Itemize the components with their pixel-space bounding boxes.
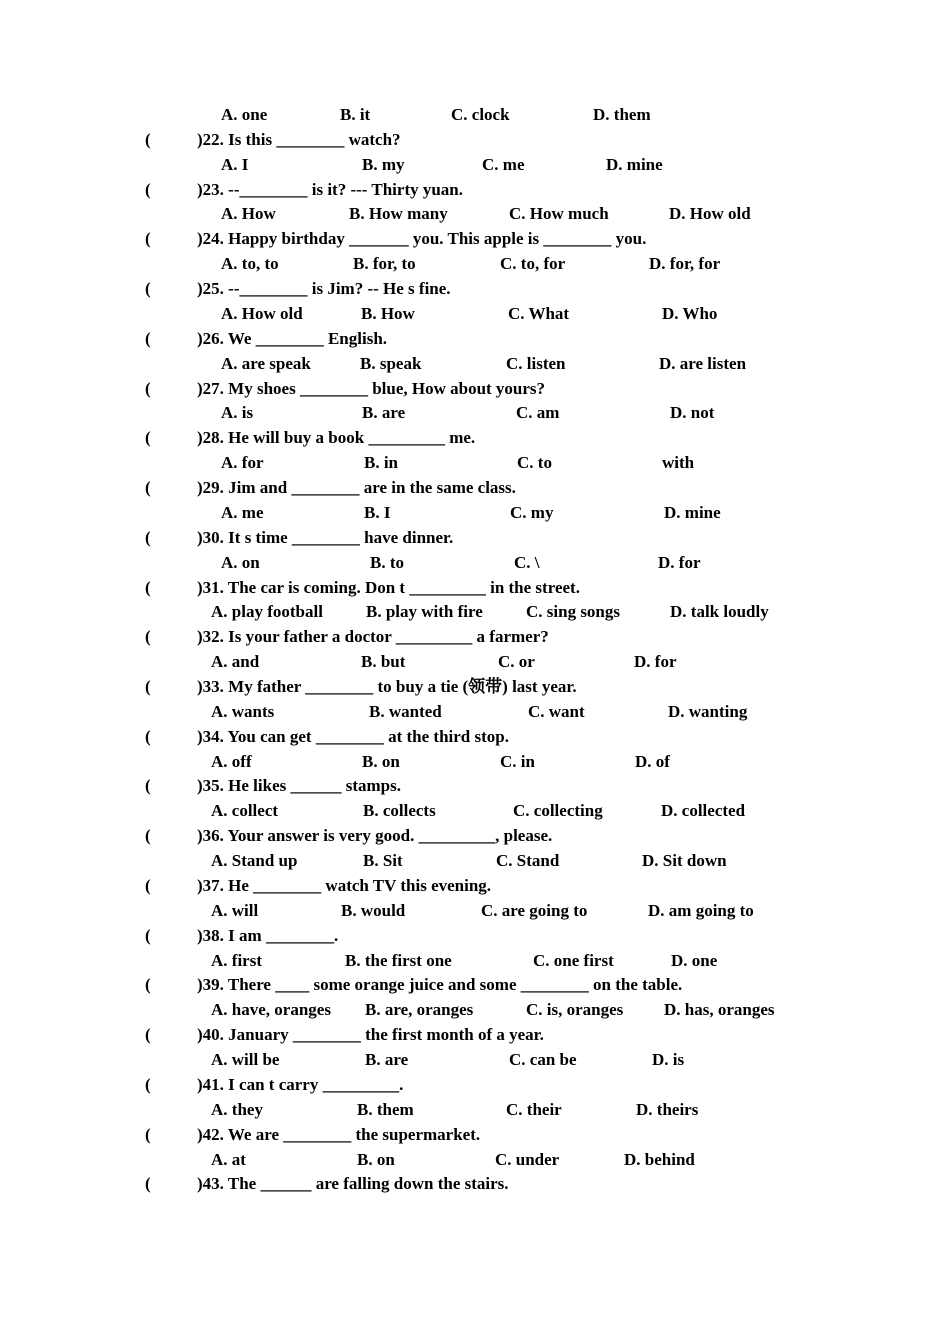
option: B. would	[341, 900, 406, 920]
options-row	[0, 152, 950, 177]
option: D. has, oranges	[664, 1000, 775, 1020]
option: D. for	[658, 552, 701, 572]
option: C. clock	[451, 105, 510, 124]
question-row	[0, 1171, 950, 1196]
question-row	[0, 525, 950, 550]
option: D. them	[593, 105, 651, 124]
question-row	[0, 226, 950, 251]
option: A. play football	[211, 602, 323, 622]
option: A. off	[211, 751, 252, 771]
answer-bracket: (	[145, 577, 151, 597]
question-row	[0, 823, 950, 848]
option: C. or	[498, 652, 535, 672]
option: A. wants	[211, 701, 275, 721]
option: C. collecting	[513, 801, 603, 821]
question-row	[0, 1072, 950, 1097]
options-row	[0, 351, 950, 376]
answer-bracket: (	[145, 279, 151, 299]
option: D. Sit down	[642, 851, 727, 871]
options-row	[0, 400, 950, 425]
option: C. sing songs	[526, 602, 621, 622]
option: B. in	[364, 453, 399, 473]
option: D. collected	[661, 801, 746, 821]
question-text: )27. My shoes ________ blue, How about yours?	[197, 378, 546, 398]
option: A. to, to	[221, 254, 279, 274]
option: B. I	[364, 502, 391, 522]
options-row	[0, 550, 950, 575]
option: D. am going to	[648, 900, 754, 920]
option: D. talk loudly	[670, 602, 769, 622]
options-row	[0, 450, 950, 475]
option: B. the first one	[345, 950, 452, 970]
options-row	[0, 500, 950, 525]
options-row	[0, 898, 950, 923]
question-row	[0, 475, 950, 500]
question-text: )30. It s time ________ have dinner.	[197, 527, 454, 547]
option: D. not	[670, 403, 715, 423]
option: D. Who	[662, 303, 718, 323]
options-row	[0, 649, 950, 674]
option: C. listen	[506, 353, 566, 373]
option: C. What	[508, 303, 570, 323]
answer-bracket: (	[145, 726, 151, 746]
question-text: )41. I can t carry _________.	[197, 1074, 404, 1094]
answer-bracket: (	[145, 1074, 151, 1094]
question-row	[0, 425, 950, 450]
answer-bracket: (	[145, 627, 151, 647]
option: D. How old	[669, 204, 751, 224]
option: A. for	[221, 453, 264, 473]
option: B. but	[361, 652, 406, 672]
question-text: )28. He will buy a book _________ me.	[197, 428, 476, 448]
answer-bracket: (	[145, 478, 151, 498]
question-text: )43. The ______ are falling down the stairs.	[197, 1174, 509, 1194]
option: A. is	[221, 403, 254, 423]
option: A. one	[221, 105, 268, 124]
answer-bracket: (	[145, 826, 151, 846]
option: C. my	[510, 502, 554, 522]
answer-bracket: (	[145, 1124, 151, 1144]
question-text: )25. --________ is Jim? -- He s fine.	[197, 279, 451, 299]
option: D. for, for	[649, 254, 721, 274]
options-row	[0, 1147, 950, 1172]
option: C. How much	[509, 204, 609, 224]
option: A. will be	[211, 1050, 280, 1070]
option: D. mine	[664, 502, 721, 522]
option: C. under	[495, 1149, 560, 1169]
options-row	[0, 201, 950, 226]
option: C. their	[506, 1099, 562, 1119]
options-row	[0, 948, 950, 973]
question-row	[0, 1022, 950, 1047]
options-row	[0, 699, 950, 724]
answer-bracket: (	[145, 527, 151, 547]
option: D. of	[635, 751, 670, 771]
option: A. are speak	[221, 353, 311, 373]
answer-bracket: (	[145, 925, 151, 945]
question-text: )37. He ________ watch TV this evening.	[197, 875, 492, 895]
option: B. on	[357, 1149, 395, 1169]
question-text: )39. There ____ some orange juice and some ________ on the table.	[197, 975, 683, 995]
option: B. speak	[360, 353, 422, 373]
option: C. me	[482, 154, 525, 174]
option: C. to, for	[500, 254, 566, 274]
option: B. are, oranges	[365, 1000, 474, 1020]
options-row	[0, 1097, 950, 1122]
option: A. they	[211, 1099, 263, 1119]
option: A. me	[221, 502, 264, 522]
option: D. theirs	[636, 1099, 699, 1119]
options-row	[0, 102, 950, 127]
option: B. to	[370, 552, 404, 572]
question-text: )38. I am ________.	[197, 925, 339, 945]
answer-bracket: (	[145, 179, 151, 199]
option: B. How	[361, 303, 415, 323]
option: C. in	[500, 751, 535, 771]
answer-bracket: (	[145, 229, 151, 249]
option: C. one first	[533, 950, 614, 970]
question-text: )24. Happy birthday _______ you. This apple is ________ you.	[197, 229, 647, 249]
question-text: )42. We are ________ the supermarket.	[197, 1124, 481, 1144]
option: A. collect	[211, 801, 279, 821]
option: D. for	[634, 652, 677, 672]
option: C. is, oranges	[526, 1000, 624, 1020]
question-text: )23. --________ is it? --- Thirty yuan.	[197, 179, 464, 199]
option: A. Stand up	[211, 851, 298, 871]
question-text: )36. Your answer is very good. _________, please.	[197, 826, 553, 846]
question-text: )26. We ________ English.	[197, 328, 388, 348]
question-row	[0, 773, 950, 798]
options-row	[0, 1047, 950, 1072]
option: B. Sit	[363, 851, 403, 871]
question-row	[0, 724, 950, 749]
question-row	[0, 923, 950, 948]
option: A. will	[211, 900, 259, 920]
question-text: )32. Is your father a doctor _________ a farmer?	[197, 627, 549, 647]
question-text: )31. The car is coming. Don t _________ in the street.	[197, 577, 580, 597]
answer-bracket: (	[145, 776, 151, 796]
option: D. one	[671, 950, 718, 970]
question-row	[0, 376, 950, 401]
option: D. is	[652, 1050, 685, 1070]
option: D. mine	[606, 154, 663, 174]
option: B. collects	[363, 801, 436, 821]
option: A. on	[221, 552, 260, 572]
question-row	[0, 127, 950, 152]
option: C. are going to	[481, 900, 588, 920]
question-text: )40. January ________ the first month of a year.	[197, 1025, 544, 1045]
options-row	[0, 599, 950, 624]
option: B. for, to	[353, 254, 416, 274]
question-row	[0, 624, 950, 649]
question-row	[0, 972, 950, 997]
question-text: )34. You can get ________ at the third stop.	[197, 726, 509, 746]
option: C. can be	[509, 1050, 577, 1070]
options-row	[0, 848, 950, 873]
option: C. am	[516, 403, 560, 423]
answer-bracket: (	[145, 129, 151, 149]
answer-bracket: (	[145, 875, 151, 895]
options-row	[0, 251, 950, 276]
option: D. behind	[624, 1149, 695, 1169]
option: B. it	[340, 105, 371, 124]
option: D. wanting	[668, 701, 748, 721]
option: B. on	[362, 751, 400, 771]
option: with	[662, 453, 695, 473]
option: B. play with fire	[366, 602, 483, 622]
option: B. are	[365, 1050, 409, 1070]
question-row	[0, 326, 950, 351]
option: A. How	[221, 204, 276, 224]
option: A. How old	[221, 303, 303, 323]
options-row	[0, 749, 950, 774]
option: B. How many	[349, 204, 448, 224]
answer-bracket: (	[145, 1025, 151, 1045]
option: B. are	[362, 403, 406, 423]
answer-bracket: (	[145, 328, 151, 348]
option: C. \	[514, 552, 540, 572]
option: A. I	[221, 154, 249, 174]
question-row	[0, 1122, 950, 1147]
answer-bracket: (	[145, 677, 151, 696]
option: A. have, oranges	[211, 1000, 331, 1020]
question-row	[0, 575, 950, 600]
answer-bracket: (	[145, 378, 151, 398]
options-row	[0, 301, 950, 326]
options-row	[0, 997, 950, 1022]
option: C. want	[528, 701, 585, 721]
answer-bracket: (	[145, 975, 151, 995]
question-row	[0, 276, 950, 301]
option: A. first	[211, 950, 262, 970]
option: C. Stand	[496, 851, 560, 871]
question-text: )35. He likes ______ stamps.	[197, 776, 401, 796]
option: B. them	[357, 1099, 414, 1119]
options-row	[0, 798, 950, 823]
question-row	[0, 674, 950, 699]
option: A. at	[211, 1149, 246, 1169]
option: B. wanted	[369, 701, 442, 721]
answer-bracket: (	[145, 428, 151, 448]
option: D. are listen	[659, 353, 747, 373]
question-text: )33. My father ________ to buy a tie (领带) last year.	[197, 677, 577, 696]
option: A. and	[211, 652, 260, 672]
option: C. to	[517, 453, 552, 473]
question-row	[0, 873, 950, 898]
option: B. my	[362, 154, 405, 174]
answer-bracket: (	[145, 1174, 151, 1194]
question-text: )22. Is this ________ watch?	[197, 129, 401, 149]
question-row	[0, 177, 950, 202]
question-text: )29. Jim and ________ are in the same class.	[197, 478, 516, 498]
